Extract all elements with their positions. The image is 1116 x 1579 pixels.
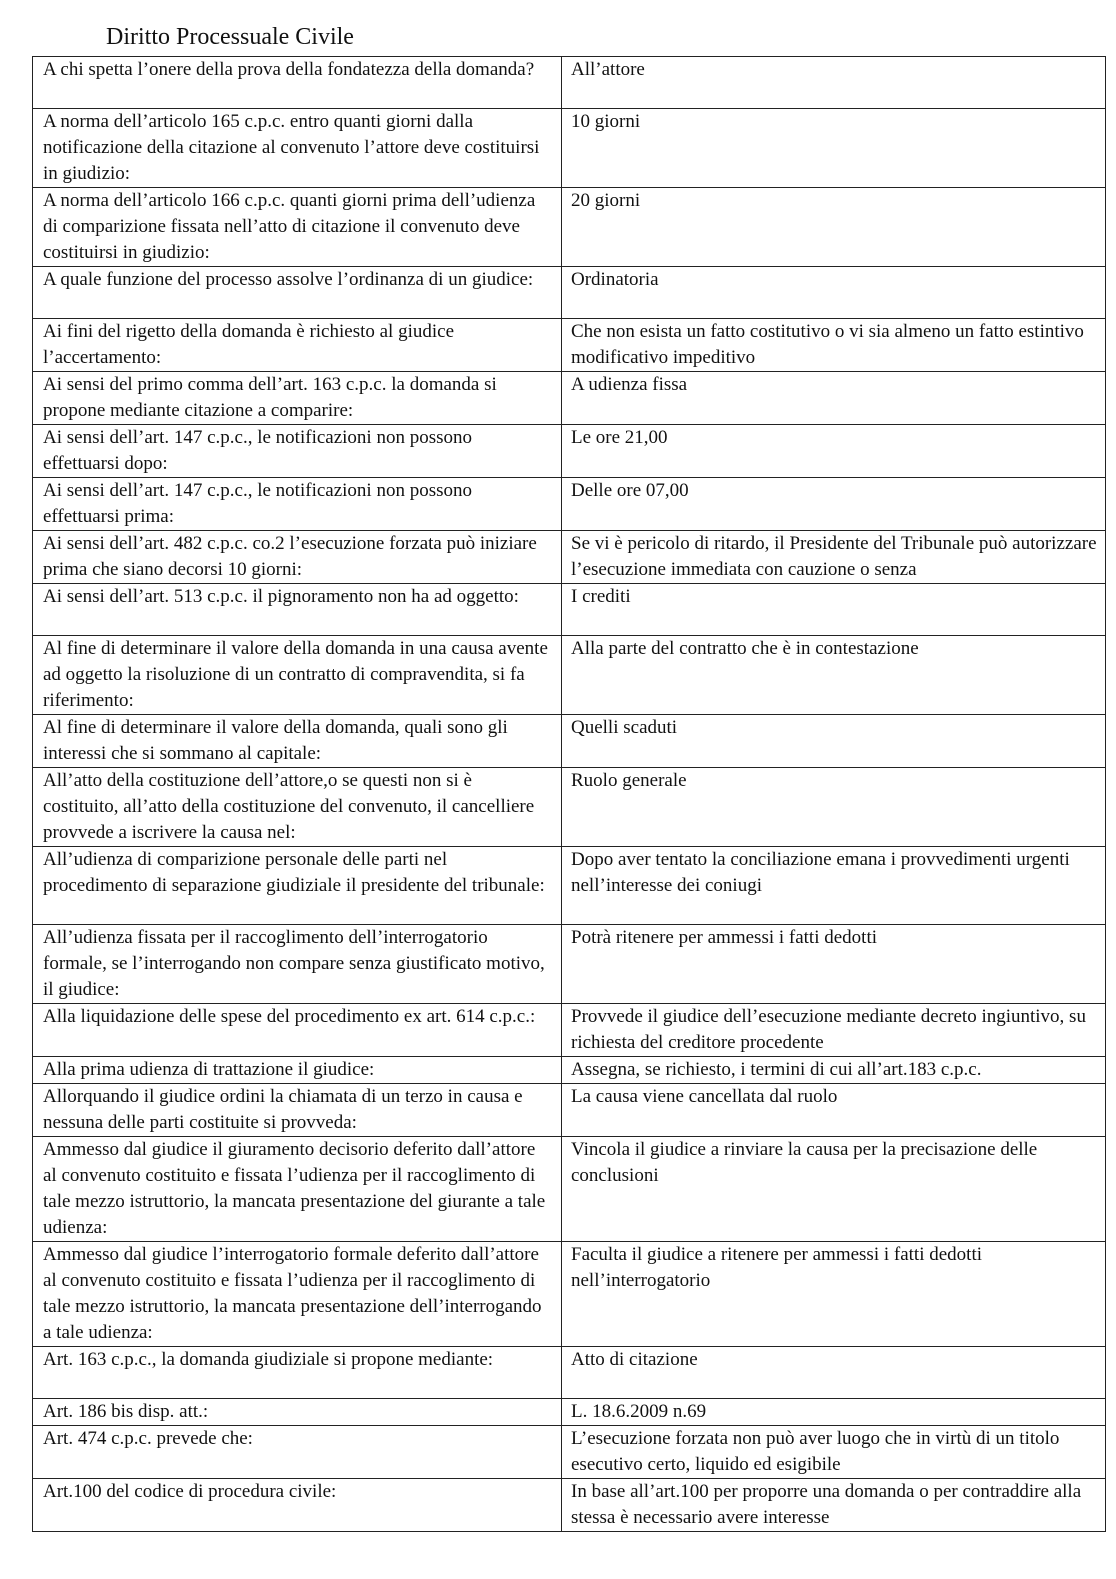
answer-cell: 20 giorni [562,188,1106,267]
answer-cell: All’attore [562,57,1106,109]
table-row [33,1137,1106,1242]
question-cell: Alla liquidazione delle spese del procedimento ex art. 614 c.p.c.: [33,1004,562,1057]
table-row [33,925,1106,1004]
table-row [33,1347,1106,1399]
question-cell: Al fine di determinare il valore della domanda, quali sono gli interessi che si sommano al capitale: [33,715,562,768]
question-cell: Al fine di determinare il valore della domanda in una causa avente ad oggetto la risoluzione di un contratto di compravendita, si fa riferimento: [33,636,562,715]
qa-table [32,56,1106,1532]
question-cell: Ai sensi dell’art. 513 c.p.c. il pignoramento non ha ad oggetto: [33,584,562,636]
table-row [33,1057,1106,1084]
table-row [33,1084,1106,1137]
table-row [33,188,1106,267]
answer-cell: Assegna, se richiesto, i termini di cui all’art.183 c.p.c. [562,1057,1106,1084]
question-cell: Art. 474 c.p.c. prevede che: [33,1426,562,1479]
question-cell: All’udienza di comparizione personale delle parti nel procedimento di separazione giudiziale il presidente del tribunale: [33,847,562,925]
answer-cell: Faculta il giudice a ritenere per ammessi i fatti dedotti nell’interrogatorio [562,1242,1106,1347]
table-row [33,768,1106,847]
question-cell: Ammesso dal giudice l’interrogatorio formale deferito dall’attore al convenuto costituito e fissata l’udienza per il raccoglimento di tale mezzo istruttorio, la mancata presentazione dell’interrogando a tale udienza: [33,1242,562,1347]
question-cell: A chi spetta l’onere della prova della fondatezza della domanda? [33,57,562,109]
question-cell: Art. 186 bis disp. att.: [33,1399,562,1426]
table-row [33,1242,1106,1347]
answer-cell: Se vi è pericolo di ritardo, il Presidente del Tribunale può autorizzare l’esecuzione immediata con cauzione o senza [562,531,1106,584]
question-cell: Ammesso dal giudice il giuramento decisorio deferito dall’attore al convenuto costituito e fissata l’udienza per il raccoglimento di tale mezzo istruttorio, la mancata presentazione del giurante a tale udienza: [33,1137,562,1242]
answer-cell: Atto di citazione [562,1347,1106,1399]
table-row [33,478,1106,531]
answer-cell: Delle ore 07,00 [562,478,1106,531]
question-cell: All’atto della costituzione dell’attore,o se questi non si è costituito, all’atto della costituzione del convenuto, il cancelliere provvede a iscrivere la causa nel: [33,768,562,847]
table-row [33,1399,1106,1426]
answer-cell: Vincola il giudice a rinviare la causa per la precisazione delle conclusioni [562,1137,1106,1242]
question-cell: A norma dell’articolo 165 c.p.c. entro quanti giorni dalla notificazione della citazione al convenuto l’attore deve costituirsi in giudizio: [33,109,562,188]
table-row [33,425,1106,478]
question-cell: Allorquando il giudice ordini la chiamata di un terzo in causa e nessuna delle parti costituite si provveda: [33,1084,562,1137]
table-row [33,1426,1106,1479]
question-cell: Ai sensi dell’art. 482 c.p.c. co.2 l’esecuzione forzata può iniziare prima che siano decorsi 10 giorni: [33,531,562,584]
table-row [33,57,1106,109]
question-cell: All’udienza fissata per il raccoglimento dell’interrogatorio formale, se l’interrogando non compare senza giustificato motivo, il giudice: [33,925,562,1004]
table-row [33,109,1106,188]
answer-cell: 10 giorni [562,109,1106,188]
answer-cell: A udienza fissa [562,372,1106,425]
question-cell: Art. 163 c.p.c., la domanda giudiziale si propone mediante: [33,1347,562,1399]
table-row [33,1004,1106,1057]
answer-cell: In base all’art.100 per proporre una domanda o per contraddire alla stessa è necessario avere interesse [562,1479,1106,1532]
question-cell: Ai sensi del primo comma dell’art. 163 c.p.c. la domanda si propone mediante citazione a comparire: [33,372,562,425]
answer-cell: Ordinatoria [562,267,1106,319]
answer-cell: Provvede il giudice dell’esecuzione mediante decreto ingiuntivo, su richiesta del creditore procedente [562,1004,1106,1057]
question-cell: Alla prima udienza di trattazione il giudice: [33,1057,562,1084]
table-row [33,715,1106,768]
question-cell: Art.100 del codice di procedura civile: [33,1479,562,1532]
table-row [33,531,1106,584]
answer-cell: Le ore 21,00 [562,425,1106,478]
answer-cell: L’esecuzione forzata non può aver luogo che in virtù di un titolo esecutivo certo, liquido ed esigibile [562,1426,1106,1479]
answer-cell: Che non esista un fatto costitutivo o vi sia almeno un fatto estintivo modificativo impeditivo [562,319,1106,372]
table-row [33,319,1106,372]
table-row [33,847,1106,925]
answer-cell: Quelli scaduti [562,715,1106,768]
table-row [33,372,1106,425]
answer-cell: L. 18.6.2009 n.69 [562,1399,1106,1426]
answer-cell: Ruolo generale [562,768,1106,847]
question-cell: Ai sensi dell’art. 147 c.p.c., le notificazioni non possono effettuarsi dopo: [33,425,562,478]
question-cell: Ai sensi dell’art. 147 c.p.c., le notificazioni non possono effettuarsi prima: [33,478,562,531]
question-cell: Ai fini del rigetto della domanda è richiesto al giudice l’accertamento: [33,319,562,372]
table-row [33,267,1106,319]
question-cell: A norma dell’articolo 166 c.p.c. quanti giorni prima dell’udienza di comparizione fissata nell’atto di citazione il convenuto deve costituirsi in giudizio: [33,188,562,267]
table-row [33,636,1106,715]
answer-cell: Potrà ritenere per ammessi i fatti dedotti [562,925,1106,1004]
answer-cell: Dopo aver tentato la conciliazione emana i provvedimenti urgenti nell’interesse dei coniugi [562,847,1106,925]
page-title: Diritto Processuale Civile [106,24,354,50]
question-cell: A quale funzione del processo assolve l’ordinanza di un giudice: [33,267,562,319]
table-row [33,584,1106,636]
answer-cell: La causa viene cancellata dal ruolo [562,1084,1106,1137]
answer-cell: I crediti [562,584,1106,636]
answer-cell: Alla parte del contratto che è in contestazione [562,636,1106,715]
table-row [33,1479,1106,1532]
